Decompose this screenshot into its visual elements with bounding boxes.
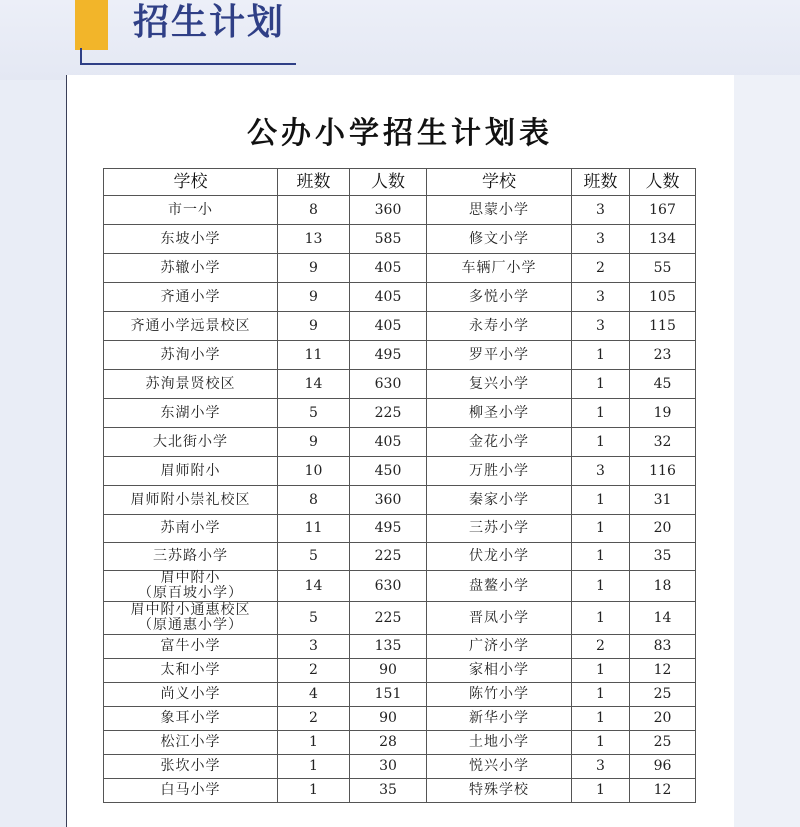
title-underline-vertical [80, 48, 82, 64]
right-student-count: 115 [630, 312, 696, 341]
left-school-name: 东湖小学 [104, 399, 278, 428]
right-class-count: 3 [572, 225, 630, 254]
right-school-name: 车辆厂小学 [427, 254, 572, 283]
right-student-count: 96 [630, 755, 696, 779]
right-school-name: 土地小学 [427, 731, 572, 755]
left-school-name: 白马小学 [104, 779, 278, 803]
left-school-name: 张坎小学 [104, 755, 278, 779]
right-school-name: 家相小学 [427, 659, 572, 683]
left-class-count: 3 [278, 635, 350, 659]
right-school-name: 万胜小学 [427, 457, 572, 486]
right-class-count: 3 [572, 755, 630, 779]
left-school-name: 松江小学 [104, 731, 278, 755]
table-row [104, 399, 696, 428]
right-class-count: 1 [572, 515, 630, 543]
right-school-name: 复兴小学 [427, 370, 572, 399]
right-class-count: 2 [572, 635, 630, 659]
table-row [104, 707, 696, 731]
header-students: 人数 [350, 169, 427, 196]
table-title: 公办小学招生计划表 [247, 116, 553, 151]
right-student-count: 134 [630, 225, 696, 254]
side-margin [734, 75, 800, 827]
left-student-count: 405 [350, 254, 427, 283]
left-school-name: 太和小学 [104, 659, 278, 683]
right-school-name: 修文小学 [427, 225, 572, 254]
table-row [104, 659, 696, 683]
left-class-count: 11 [278, 341, 350, 370]
left-school-name: 市一小 [104, 196, 278, 225]
right-school-name: 晋凤小学 [427, 602, 572, 635]
left-school-name: 眉师附小崇礼校区 [104, 486, 278, 515]
right-student-count: 31 [630, 486, 696, 515]
right-class-count: 1 [572, 602, 630, 635]
table-header-row [104, 169, 696, 196]
right-school-name: 柳圣小学 [427, 399, 572, 428]
left-student-count: 405 [350, 312, 427, 341]
right-class-count: 1 [572, 399, 630, 428]
table-row [104, 543, 696, 571]
table-row [104, 515, 696, 543]
right-school-name: 陈竹小学 [427, 683, 572, 707]
left-school-name: 苏辙小学 [104, 254, 278, 283]
left-school-name: 尚义小学 [104, 683, 278, 707]
table-row [104, 755, 696, 779]
left-student-count: 495 [350, 341, 427, 370]
right-class-count: 1 [572, 659, 630, 683]
right-student-count: 23 [630, 341, 696, 370]
right-student-count: 12 [630, 659, 696, 683]
right-school-name: 盘鳌小学 [427, 571, 572, 602]
header-school: 学校 [427, 169, 572, 196]
header-students: 人数 [630, 169, 696, 196]
right-student-count: 55 [630, 254, 696, 283]
right-student-count: 45 [630, 370, 696, 399]
left-class-count: 14 [278, 370, 350, 399]
right-school-name: 伏龙小学 [427, 543, 572, 571]
table-row [104, 683, 696, 707]
header-classes: 班数 [278, 169, 350, 196]
left-student-count: 495 [350, 515, 427, 543]
left-student-count: 225 [350, 543, 427, 571]
table-row [104, 602, 696, 635]
left-student-count: 225 [350, 399, 427, 428]
left-school-name: 象耳小学 [104, 707, 278, 731]
right-school-name: 罗平小学 [427, 341, 572, 370]
left-class-count: 14 [278, 571, 350, 602]
right-student-count: 14 [630, 602, 696, 635]
table-row [104, 196, 696, 225]
section-title: 招生计划 [133, 2, 286, 43]
left-school-name: 大北街小学 [104, 428, 278, 457]
left-class-count: 9 [278, 312, 350, 341]
accent-block [75, 0, 108, 50]
right-class-count: 1 [572, 731, 630, 755]
table-row [104, 370, 696, 399]
header-school: 学校 [104, 169, 278, 196]
right-student-count: 18 [630, 571, 696, 602]
right-school-name: 特殊学校 [427, 779, 572, 803]
right-school-name: 思蒙小学 [427, 196, 572, 225]
left-student-count: 135 [350, 635, 427, 659]
table-row [104, 341, 696, 370]
header-band [0, 0, 800, 80]
right-class-count: 3 [572, 283, 630, 312]
left-class-count: 1 [278, 731, 350, 755]
right-class-count: 1 [572, 571, 630, 602]
right-school-name: 多悦小学 [427, 283, 572, 312]
left-school-name: 富牛小学 [104, 635, 278, 659]
left-class-count: 1 [278, 779, 350, 803]
left-school-name: 眉中附小通惠校区 （原通惠小学） [104, 602, 278, 635]
left-school-name: 齐通小学远景校区 [104, 312, 278, 341]
right-student-count: 25 [630, 683, 696, 707]
table-row [104, 779, 696, 803]
right-class-count: 1 [572, 707, 630, 731]
left-class-count: 9 [278, 283, 350, 312]
right-class-count: 3 [572, 196, 630, 225]
right-class-count: 1 [572, 543, 630, 571]
right-school-name: 永寿小学 [427, 312, 572, 341]
right-class-count: 1 [572, 341, 630, 370]
right-class-count: 2 [572, 254, 630, 283]
right-class-count: 3 [572, 312, 630, 341]
table-row [104, 283, 696, 312]
left-class-count: 5 [278, 602, 350, 635]
left-class-count: 10 [278, 457, 350, 486]
table-body [104, 196, 696, 803]
left-student-count: 585 [350, 225, 427, 254]
left-class-count: 4 [278, 683, 350, 707]
right-student-count: 167 [630, 196, 696, 225]
left-student-count: 151 [350, 683, 427, 707]
right-school-name: 三苏小学 [427, 515, 572, 543]
header-classes: 班数 [572, 169, 630, 196]
left-class-count: 5 [278, 543, 350, 571]
left-student-count: 35 [350, 779, 427, 803]
left-student-count: 90 [350, 659, 427, 683]
left-class-count: 9 [278, 254, 350, 283]
left-class-count: 2 [278, 707, 350, 731]
enrollment-table [103, 168, 696, 803]
left-student-count: 450 [350, 457, 427, 486]
table-row [104, 731, 696, 755]
right-student-count: 20 [630, 515, 696, 543]
left-school-name: 三苏路小学 [104, 543, 278, 571]
title-underline [80, 63, 296, 65]
table-row [104, 457, 696, 486]
right-student-count: 32 [630, 428, 696, 457]
left-student-count: 90 [350, 707, 427, 731]
left-student-count: 630 [350, 370, 427, 399]
table-row [104, 225, 696, 254]
left-class-count: 2 [278, 659, 350, 683]
right-school-name: 新华小学 [427, 707, 572, 731]
left-student-count: 30 [350, 755, 427, 779]
left-student-count: 405 [350, 283, 427, 312]
left-student-count: 225 [350, 602, 427, 635]
right-student-count: 83 [630, 635, 696, 659]
left-school-name: 苏洵小学 [104, 341, 278, 370]
right-class-count: 1 [572, 428, 630, 457]
right-class-count: 1 [572, 779, 630, 803]
table-row [104, 312, 696, 341]
right-class-count: 1 [572, 683, 630, 707]
left-class-count: 1 [278, 755, 350, 779]
left-student-count: 405 [350, 428, 427, 457]
table-row [104, 635, 696, 659]
table-row [104, 571, 696, 602]
left-class-count: 13 [278, 225, 350, 254]
right-student-count: 20 [630, 707, 696, 731]
left-class-count: 9 [278, 428, 350, 457]
left-school-name: 东坡小学 [104, 225, 278, 254]
left-class-count: 8 [278, 486, 350, 515]
left-student-count: 28 [350, 731, 427, 755]
right-student-count: 35 [630, 543, 696, 571]
right-student-count: 116 [630, 457, 696, 486]
left-student-count: 630 [350, 571, 427, 602]
right-student-count: 19 [630, 399, 696, 428]
left-class-count: 8 [278, 196, 350, 225]
left-school-name: 眉师附小 [104, 457, 278, 486]
right-student-count: 105 [630, 283, 696, 312]
left-school-name: 苏南小学 [104, 515, 278, 543]
right-class-count: 3 [572, 457, 630, 486]
table-row [104, 428, 696, 457]
right-school-name: 广济小学 [427, 635, 572, 659]
right-class-count: 1 [572, 486, 630, 515]
left-school-name: 齐通小学 [104, 283, 278, 312]
left-class-count: 5 [278, 399, 350, 428]
left-school-name: 眉中附小 （原百坡小学） [104, 571, 278, 602]
right-school-name: 秦家小学 [427, 486, 572, 515]
right-class-count: 1 [572, 370, 630, 399]
left-student-count: 360 [350, 486, 427, 515]
right-school-name: 金花小学 [427, 428, 572, 457]
left-school-name: 苏洵景贤校区 [104, 370, 278, 399]
left-student-count: 360 [350, 196, 427, 225]
left-class-count: 11 [278, 515, 350, 543]
table-row [104, 486, 696, 515]
right-school-name: 悦兴小学 [427, 755, 572, 779]
table-row [104, 254, 696, 283]
right-student-count: 25 [630, 731, 696, 755]
right-student-count: 12 [630, 779, 696, 803]
